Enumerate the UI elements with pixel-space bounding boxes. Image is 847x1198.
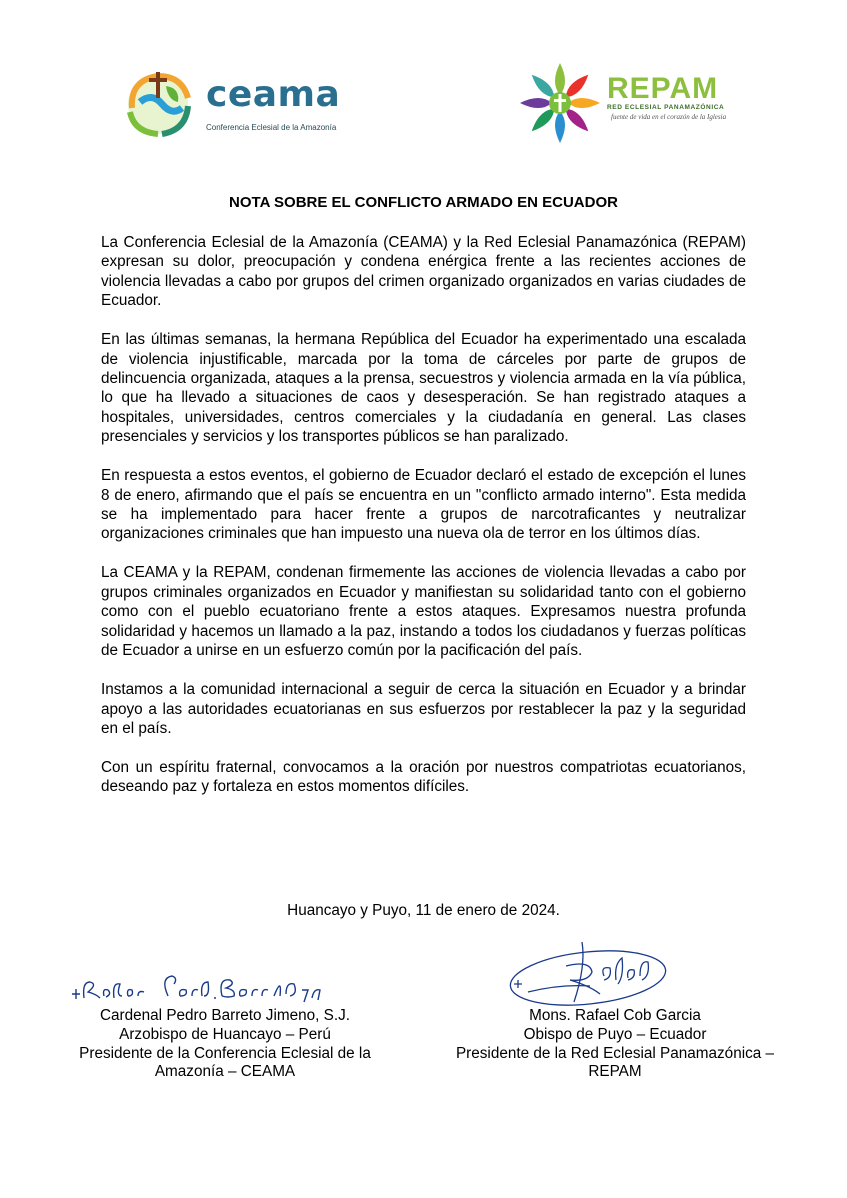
place-date: Huancayo y Puyo, 11 de enero de 2024. [287,902,560,919]
paragraph-6: Con un espíritu fraternal, convocamos a la oración por nuestros compatriotas ecuatorianos, deseando paz y fortaleza en estos momentos difíciles. [101,758,746,796]
ceama-subtitle: Conferencia Eclesial de la Amazonía [206,123,337,132]
paragraph-2: En las últimas semanas, la hermana República del Ecuador ha experimentado una escalada de violencia injustificable, marcada por la toma de cárceles por parte de grupos de delincuencia organizada, ataques a la prensa, secuestros y violencia armada en la vía pública, lo que ha llevado a situaciones de caos y desesperación. Se han registrado ataques a hospitales, universidades, centros comerciales y la ciudadanía en general. Las clases presenciales y servicios y los transportes públicos se han paralizado. [101,331,746,446]
repam-subtitle: RED ECLESIAL PANAMAZÓNICA [607,104,725,111]
signatory-position: Presidente de la Conferencia Eclesial de la [79,1044,371,1062]
document-title: NOTA SOBRE EL CONFLICTO ARMADO EN ECUADOR [229,194,618,211]
signatory-position-cont: REPAM [588,1063,642,1081]
repam-name: REPAM [607,72,719,105]
signature-cob [500,936,680,1016]
paragraph-1: La Conferencia Eclesial de la Amazonía (CEAMA) y la Red Eclesial Panamazónica (REPAM) expresan su dolor, preocupación y condena enérgica frente a las recientes acciones de violencia llevadas a cabo por grupos del crimen organizado organizados en varias ciudades de Ecuador. [101,234,746,310]
signatory-role: Arzobispo de Huancayo – Perú [119,1025,331,1043]
signature-barreto [68,968,348,1010]
ceama-logo [122,68,362,138]
repam-logo [515,58,735,148]
ceama-name: ceama [206,74,341,115]
signatory-right [425,1007,805,1082]
ceama-emblem-icon [122,68,202,138]
document-body [101,233,746,816]
signatory-role: Obispo de Puyo – Ecuador [523,1025,707,1043]
repam-star-icon [515,58,605,148]
signatory-name: Cardenal Pedro Barreto Jimeno, S.J. [100,1007,350,1024]
repam-tagline: fuente de vida en el corazón de la Iglesia [611,113,727,121]
signatory-name: Mons. Rafael Cob Garcia [529,1007,701,1024]
paragraph-5: Instamos a la comunidad internacional a seguir de cerca la situación en Ecuador y a brindar apoyo a las autoridades ecuatorianas en sus esfuerzos por restablecer la paz y la seguridad en el país. [101,681,746,737]
paragraph-4: La CEAMA y la REPAM, condenan firmemente las acciones de violencia llevadas a cabo por grupos criminales organizados en Ecuador y manifiestan su solidaridad tanto con el gobierno como con el pueblo ecuatoriano frente a estos ataques. Expresamos nuestra profunda solidaridad y hacemos un llamado a la paz, instando a todos los ciudadanos y fuerzas políticas de Ecuador a unirse en un esfuerzo común por la pacificación del país. [101,564,746,660]
signatory-position-cont: Amazonía – CEAMA [154,1063,296,1081]
signatory-left [45,1007,405,1082]
signatory-position: Presidente de la Red Eclesial Panamazónica – [455,1044,775,1062]
paragraph-3: En respuesta a estos eventos, el gobierno de Ecuador declaró el estado de excepción el lunes 8 de enero, afirmando que el país se encuentra en un "conflicto armado interno". Esta medida se ha implementado para hacer frente a grupos de narcotraficantes y neutralizar organizaciones criminales que han impuesto una nueva ola de terror en los últimos días. [101,467,746,543]
